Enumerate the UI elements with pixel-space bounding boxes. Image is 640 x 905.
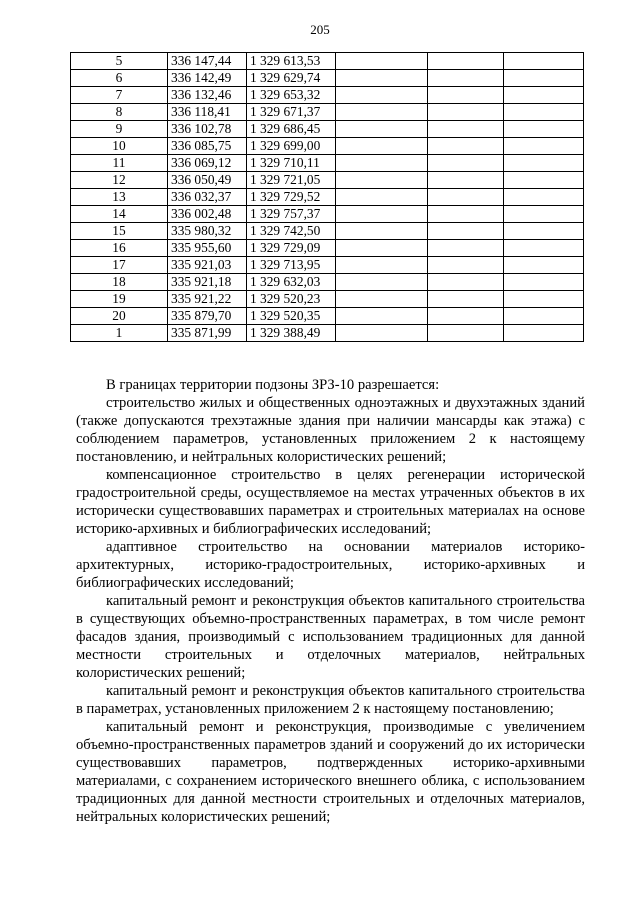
x-coordinate-cell: 336 069,12 [168,155,247,172]
x-coordinate-cell: 336 032,37 [168,189,247,206]
empty-cell [336,325,428,342]
x-coordinate-cell: 335 921,03 [168,257,247,274]
empty-cell [428,223,504,240]
empty-cell [336,257,428,274]
empty-cell [504,70,584,87]
empty-cell [504,308,584,325]
y-coordinate-cell: 1 329 757,37 [247,206,336,223]
y-coordinate-cell: 1 329 632,03 [247,274,336,291]
point-number-cell: 6 [71,70,168,87]
permitted-activity-paragraph: компенсационное строительство в целях регенерации исторической градостроительной среды, осуществляемое на местах утраченных объектов в их исторически существовавших параметрах и строительных материалах на основе историко-архивных и библиографических исследований; [76,467,585,537]
y-coordinate-cell: 1 329 729,52 [247,189,336,206]
x-coordinate-cell: 336 142,49 [168,70,247,87]
empty-cell [336,206,428,223]
empty-cell [428,87,504,104]
empty-cell [428,274,504,291]
point-number-cell: 5 [71,53,168,70]
y-coordinate-cell: 1 329 653,32 [247,87,336,104]
empty-cell [504,138,584,155]
empty-cell [336,274,428,291]
empty-cell [504,104,584,121]
table-row [71,87,584,104]
table-row [71,155,584,172]
empty-cell [336,121,428,138]
empty-cell [428,172,504,189]
section-intro: В границах территории подзоны ЗРЗ-10 разрешается: [106,377,440,393]
table-row [71,138,584,155]
point-number-cell: 14 [71,206,168,223]
permitted-activity-paragraph: капитальный ремонт и реконструкция объектов капитального строительства в существующих объемно-пространственных параметрах, в том числе ремонт фасадов здания, производимый с использованием традиционных для данной местности строительных и отделочных материалов, нейтральных колористических решений; [76,593,585,681]
page-number: 205 [310,22,330,37]
empty-cell [504,325,584,342]
point-number-cell: 9 [71,121,168,138]
x-coordinate-cell: 336 085,75 [168,138,247,155]
permitted-activity-paragraph: строительство жилых и общественных одноэтажных и двухэтажных зданий (также допускаются трехэтажные здания при наличии мансарды как этажа) с соблюдением параметров, установленных приложением 2 к настоящему постановлению, и нейтральных колористических решений; [76,395,585,465]
table-row [71,206,584,223]
empty-cell [428,206,504,223]
x-coordinate-cell: 335 871,99 [168,325,247,342]
coordinates-table [70,52,584,342]
point-number-cell: 7 [71,87,168,104]
empty-cell [504,172,584,189]
y-coordinate-cell: 1 329 671,37 [247,104,336,121]
point-number-cell: 17 [71,257,168,274]
table-row [71,53,584,70]
regulation-text [76,376,585,826]
empty-cell [428,308,504,325]
point-number-cell: 12 [71,172,168,189]
point-number-cell: 15 [71,223,168,240]
table-row [71,274,584,291]
empty-cell [504,206,584,223]
y-coordinate-cell: 1 329 520,35 [247,308,336,325]
x-coordinate-cell: 336 002,48 [168,206,247,223]
y-coordinate-cell: 1 329 721,05 [247,172,336,189]
x-coordinate-cell: 336 050,49 [168,172,247,189]
table-row [71,308,584,325]
x-coordinate-cell: 335 921,22 [168,291,247,308]
point-number-cell: 11 [71,155,168,172]
x-coordinate-cell: 335 955,60 [168,240,247,257]
empty-cell [504,223,584,240]
empty-cell [428,104,504,121]
empty-cell [428,138,504,155]
table-row [71,104,584,121]
empty-cell [336,172,428,189]
x-coordinate-cell: 336 132,46 [168,87,247,104]
y-coordinate-cell: 1 329 710,11 [247,155,336,172]
empty-cell [428,70,504,87]
table-row [71,257,584,274]
empty-cell [336,104,428,121]
empty-cell [504,189,584,206]
x-coordinate-cell: 336 102,78 [168,121,247,138]
y-coordinate-cell: 1 329 699,00 [247,138,336,155]
y-coordinate-cell: 1 329 613,53 [247,53,336,70]
empty-cell [504,240,584,257]
empty-cell [504,291,584,308]
empty-cell [504,257,584,274]
x-coordinate-cell: 335 921,18 [168,274,247,291]
empty-cell [336,155,428,172]
table-row [71,172,584,189]
empty-cell [336,240,428,257]
x-coordinate-cell: 336 118,41 [168,104,247,121]
point-number-cell: 18 [71,274,168,291]
table-row [71,189,584,206]
table-row [71,325,584,342]
empty-cell [428,257,504,274]
empty-cell [428,155,504,172]
table-row [71,70,584,87]
coordinates-table-body [71,53,584,342]
point-number-cell: 19 [71,291,168,308]
empty-cell [336,53,428,70]
table-row [71,291,584,308]
empty-cell [428,325,504,342]
empty-cell [504,155,584,172]
point-number-cell: 20 [71,308,168,325]
permitted-activity-paragraph: адаптивное строительство на основании материалов историко-архитектурных, историко-градостроительных, историко-архивных и библиографических исследований; [76,539,585,591]
empty-cell [428,240,504,257]
x-coordinate-cell: 335 879,70 [168,308,247,325]
empty-cell [336,291,428,308]
point-number-cell: 1 [71,325,168,342]
empty-cell [336,189,428,206]
empty-cell [504,274,584,291]
y-coordinate-cell: 1 329 686,45 [247,121,336,138]
empty-cell [336,138,428,155]
empty-cell [504,87,584,104]
y-coordinate-cell: 1 329 629,74 [247,70,336,87]
table-row [71,240,584,257]
table-row [71,121,584,138]
empty-cell [428,53,504,70]
empty-cell [428,291,504,308]
y-coordinate-cell: 1 329 520,23 [247,291,336,308]
empty-cell [336,70,428,87]
empty-cell [336,87,428,104]
x-coordinate-cell: 335 980,32 [168,223,247,240]
y-coordinate-cell: 1 329 742,50 [247,223,336,240]
empty-cell [428,189,504,206]
y-coordinate-cell: 1 329 729,09 [247,240,336,257]
point-number-cell: 10 [71,138,168,155]
empty-cell [336,223,428,240]
empty-cell [336,308,428,325]
permitted-activity-paragraph: капитальный ремонт и реконструкция объектов капитального строительства в параметрах, установленных приложением 2 к настоящему постановлению; [76,683,585,717]
table-row [71,223,584,240]
y-coordinate-cell: 1 329 388,49 [247,325,336,342]
empty-cell [504,121,584,138]
y-coordinate-cell: 1 329 713,95 [247,257,336,274]
empty-cell [504,53,584,70]
point-number-cell: 8 [71,104,168,121]
x-coordinate-cell: 336 147,44 [168,53,247,70]
permitted-activity-paragraph: капитальный ремонт и реконструкция, производимые с увеличением объемно-пространственных параметров зданий и сооружений до их исторически существовавших параметров, подтвержденных историко-архивными материалами, с сохранением исторического внешнего облика, с использованием традиционных для данной местности строительных и отделочных материалов, нейтральных колористических решений; [76,719,585,825]
point-number-cell: 13 [71,189,168,206]
empty-cell [428,121,504,138]
point-number-cell: 16 [71,240,168,257]
